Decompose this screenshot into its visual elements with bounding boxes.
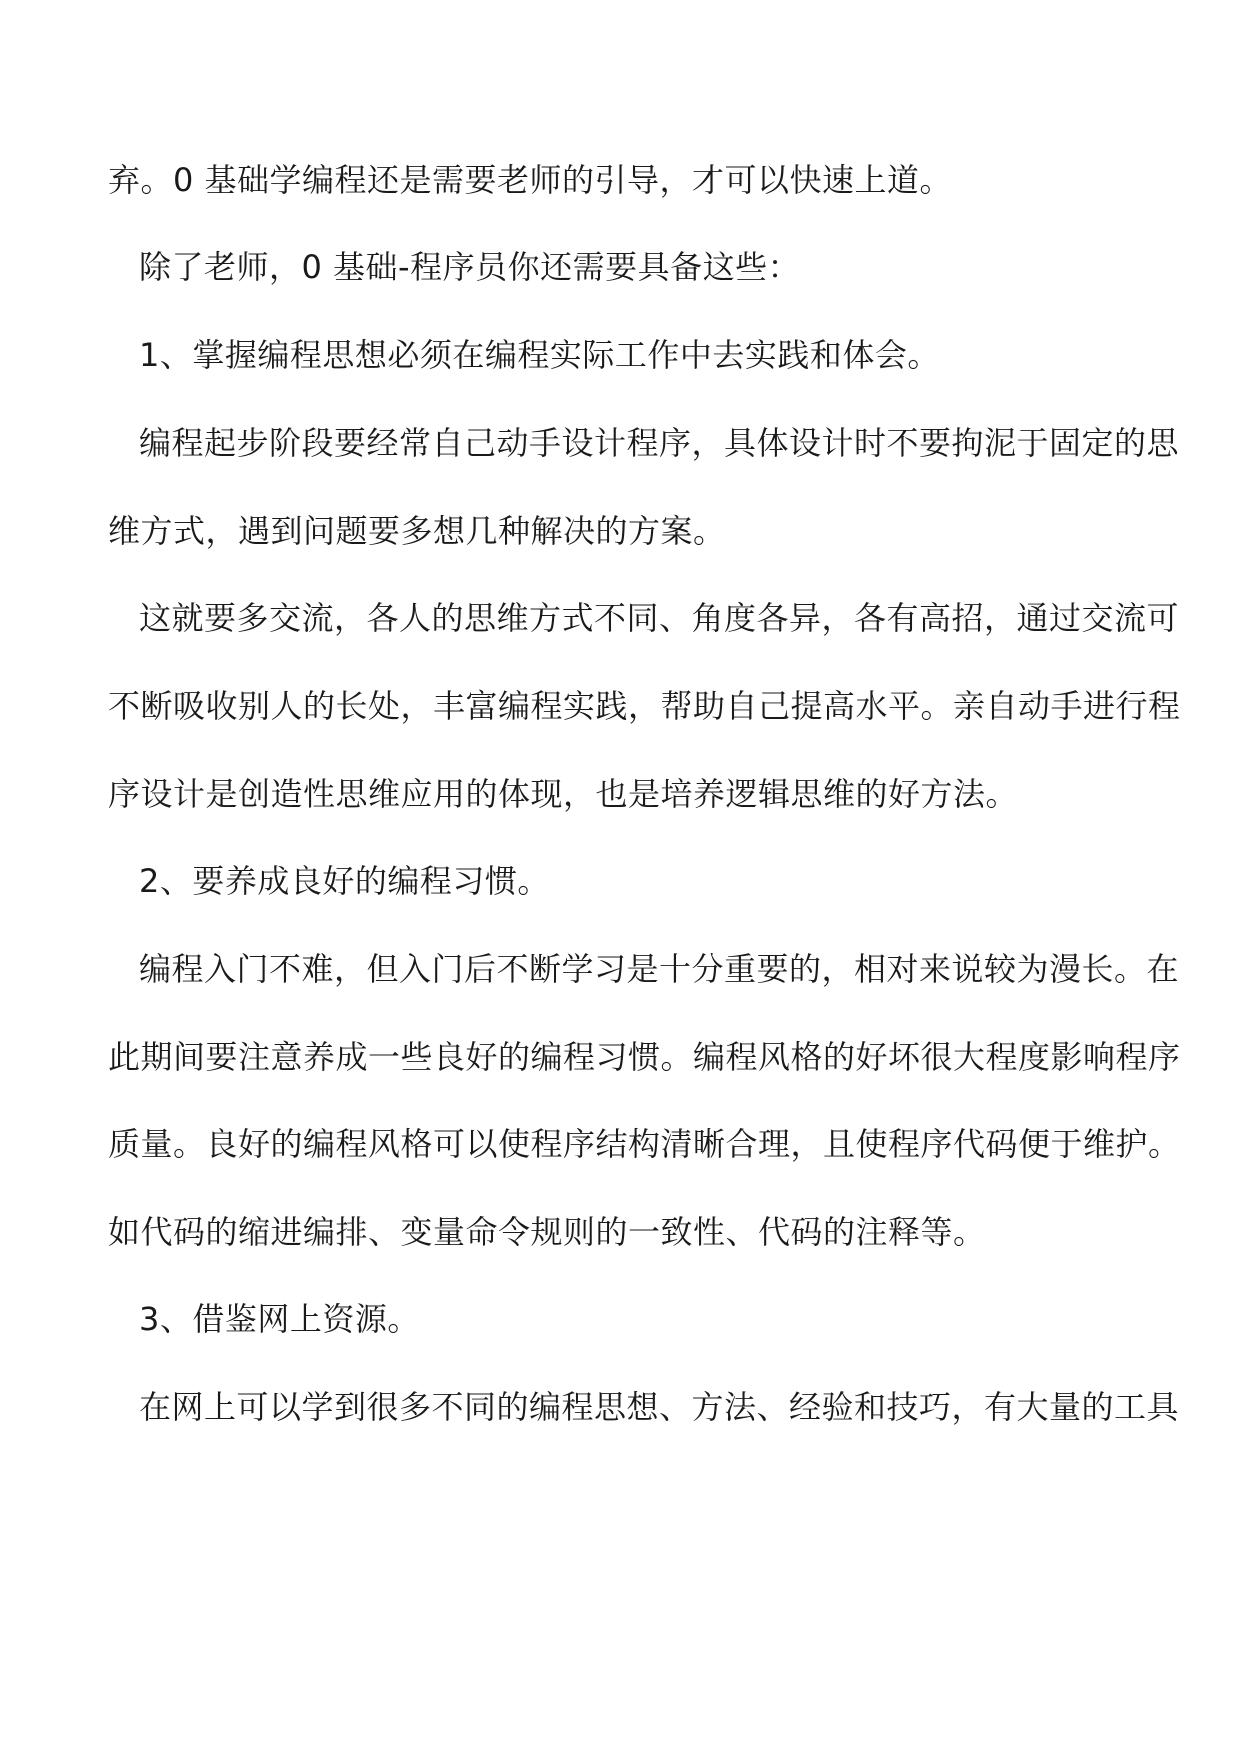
text-line-6: 这就要多交流，各人的思维方式不同、角度各异，各有高招，通过交流可 (139, 599, 1180, 637)
list-item-1-heading: 1、掌握编程思想必须在编程实际工作中去实践和体会。 (139, 336, 940, 374)
text-line-1: 弃。0 基础学编程还是需要老师的引导，才可以快速上道。 (108, 161, 953, 199)
list-item-2-heading: 2、要养成良好的编程习惯。 (139, 862, 550, 900)
text-line-5: 维方式，遇到问题要多想几种解决的方案。 (108, 512, 726, 550)
list-item-3-heading: 3、借鉴网上资源。 (139, 1300, 420, 1338)
text-line-8: 序设计是创造性思维应用的体现，也是培养逻辑思维的好方法。 (108, 775, 1019, 813)
text-line-7: 不断吸收别人的长处，丰富编程实践，帮助自己提高水平。亲自动手进行程 (108, 687, 1181, 725)
text-line-13: 如代码的缩进编排、变量命令规则的一致性、代码的注释等。 (108, 1213, 986, 1251)
text-line-11: 此期间要注意养成一些良好的编程习惯。编程风格的好坏很大程度影响程序 (108, 1038, 1181, 1076)
text-line-2: 除了老师，0 基础-程序员你还需要具备这些： (139, 248, 801, 286)
text-line-4: 编程起步阶段要经常自己动手设计程序，具体设计时不要拘泥于固定的思 (139, 424, 1180, 462)
text-line-12: 质量。良好的编程风格可以使程序结构清晰合理，且使程序代码便于维护。 (108, 1125, 1181, 1163)
text-line-10: 编程入门不难，但入门后不断学习是十分重要的，相对来说较为漫长。在 (139, 950, 1180, 988)
text-line-15: 在网上可以学到很多不同的编程思想、方法、经验和技巧，有大量的工具 (139, 1388, 1180, 1426)
